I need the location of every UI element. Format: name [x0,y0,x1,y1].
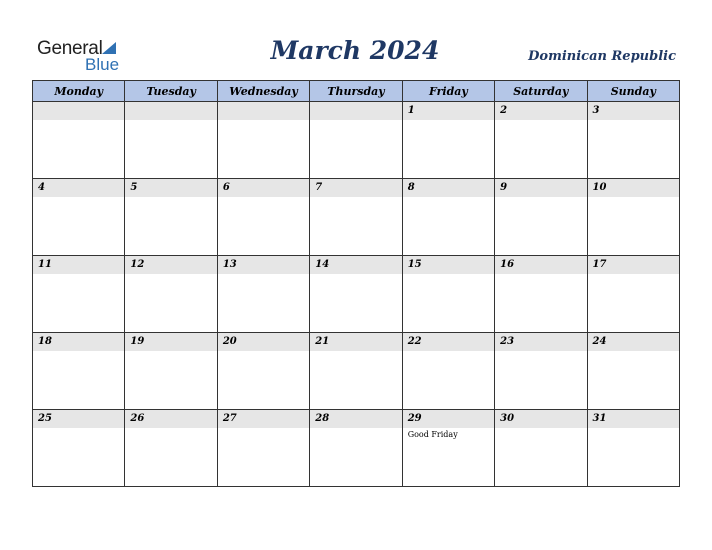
week-row [33,256,680,333]
week-row [33,179,680,256]
day-number-bar [403,102,494,120]
logo-text-blue: Blue [85,55,120,74]
day-cell [125,256,217,333]
day-cell [217,179,309,256]
weekday-header-row [33,81,680,102]
day-number: 4 [38,182,45,193]
day-cell [33,102,125,179]
holiday-label: Good Friday [407,430,458,439]
day-number: 26 [130,413,145,424]
day-cell [587,256,679,333]
day-cell [495,333,587,410]
day-number: 25 [38,413,52,424]
day-number: 19 [130,336,145,347]
day-cell [587,102,679,179]
day-cell [217,333,309,410]
country-label: Dominican Republic [528,49,676,64]
day-cell [125,333,217,410]
day-number-bar [403,410,494,428]
day-number-bar [33,333,124,351]
day-number [125,102,216,105]
day-cell [587,333,679,410]
day-number-bar [495,410,586,428]
day-number-bar [310,102,401,120]
day-number: 15 [407,259,422,270]
week-row [33,102,680,179]
day-cell [310,179,402,256]
day-number: 13 [222,259,237,270]
weekday-header: Monday [33,81,125,102]
day-cell [587,179,679,256]
day-number-bar [310,179,401,197]
day-number-bar [310,333,401,351]
day-cell [310,410,402,487]
day-number-bar [588,179,679,197]
day-number: 29 [407,413,422,424]
logo [37,38,127,74]
day-number: 21 [315,336,330,347]
day-number: 31 [592,413,607,424]
day-number-bar [310,256,401,274]
logo-text-general: General [37,38,103,59]
day-number [33,102,124,105]
day-cell [33,333,125,410]
weekday-header: Thursday [310,81,402,102]
day-number-bar [218,256,309,274]
day-cell [310,333,402,410]
day-cell [587,410,679,487]
day-number: 7 [315,182,323,193]
day-number-bar [588,256,679,274]
weekday-header: Tuesday [125,81,217,102]
day-number: 11 [38,259,52,270]
day-number-bar [33,410,124,428]
day-number-bar [125,333,216,351]
day-number: 27 [222,413,237,424]
day-cell [217,410,309,487]
day-number [310,102,401,105]
day-number-bar [403,256,494,274]
logo-triangle-icon [102,42,116,54]
day-number: 3 [592,105,600,116]
day-number: 9 [500,182,508,193]
calendar-grid [32,80,680,487]
day-number-bar [218,333,309,351]
weekday-header: Saturday [495,81,587,102]
day-cell [402,410,494,487]
day-cell [495,179,587,256]
day-cell [310,102,402,179]
day-number: 22 [407,336,422,347]
weekday-header: Sunday [587,81,679,102]
day-number-bar [495,333,586,351]
day-number: 17 [592,259,607,270]
day-number-bar [588,410,679,428]
day-number-bar [218,179,309,197]
day-cell [217,256,309,333]
day-number: 12 [130,259,145,270]
day-cell [125,179,217,256]
day-number-bar [33,102,124,120]
day-number-bar [588,102,679,120]
day-number-bar [125,410,216,428]
day-number: 18 [38,336,52,347]
day-number-bar [495,179,586,197]
day-cell [495,410,587,487]
day-cell [310,256,402,333]
day-cell [495,256,587,333]
day-number-bar [33,179,124,197]
day-number: 30 [500,413,515,424]
day-cell [33,256,125,333]
day-number: 5 [130,182,138,193]
day-number-bar [125,256,216,274]
day-number-bar [403,179,494,197]
day-number-bar [495,256,586,274]
day-cell [495,102,587,179]
day-number: 28 [315,413,330,424]
day-number: 8 [407,182,415,193]
day-number-bar [125,102,216,120]
page-title: March 2024 [270,36,440,65]
week-row [33,410,680,487]
day-number: 10 [592,182,607,193]
day-number-bar [403,333,494,351]
day-number: 1 [407,105,415,116]
day-cell [33,179,125,256]
day-number: 16 [500,259,515,270]
day-number: 20 [222,336,237,347]
day-number: 23 [500,336,515,347]
day-number: 24 [592,336,607,347]
day-cell [402,256,494,333]
day-number-bar [218,410,309,428]
day-number: 6 [222,182,230,193]
day-number-bar [588,333,679,351]
day-number-bar [310,410,401,428]
day-cell [33,410,125,487]
day-cell [217,102,309,179]
weekday-header: Wednesday [217,81,309,102]
weekday-header: Friday [402,81,494,102]
day-number [218,102,309,105]
day-number-bar [33,256,124,274]
day-number-bar [218,102,309,120]
day-number: 14 [315,259,330,270]
day-number-bar [495,102,586,120]
day-cell [402,179,494,256]
day-number-bar [125,179,216,197]
day-cell [402,102,494,179]
day-cell [125,410,217,487]
day-cell [402,333,494,410]
day-cell [125,102,217,179]
week-row [33,333,680,410]
day-number: 2 [500,105,508,116]
